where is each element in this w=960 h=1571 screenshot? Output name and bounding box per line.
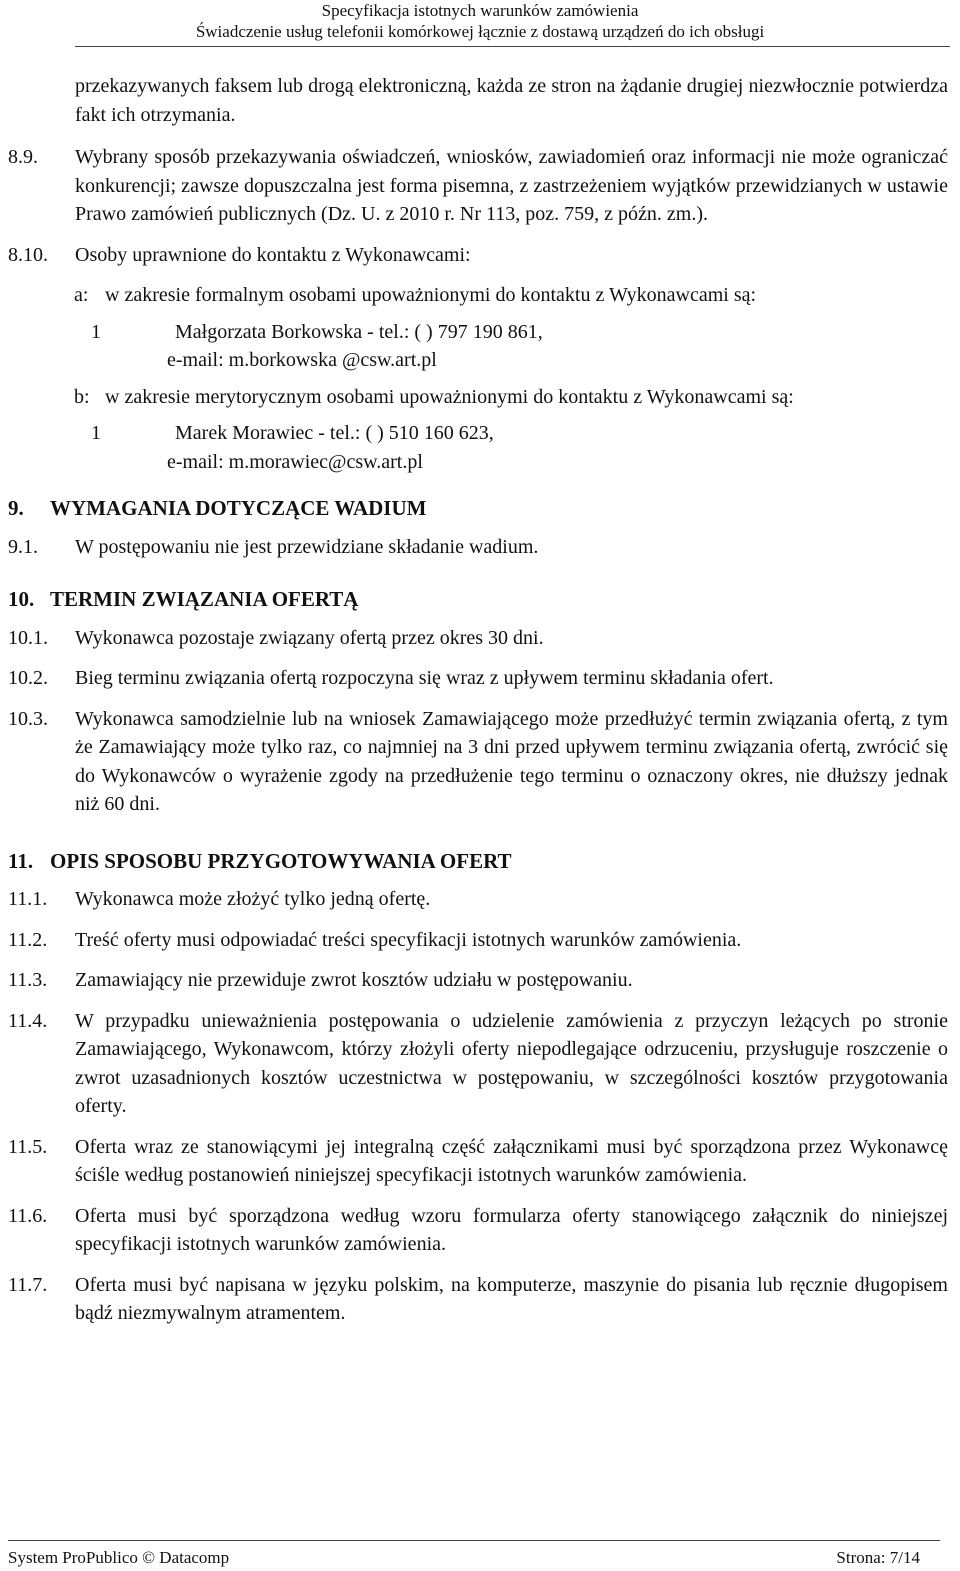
section-number: 11.1. [8,888,48,910]
section-8-10 [0,241,960,270]
page-header [0,0,960,42]
footer-divider [8,1540,940,1541]
section-number: 11.7. [8,1273,48,1296]
paragraph-text: Oferta musi być napisana w języku polskim, na komputerze, maszynie do pisania lub ręcznie długopisem bądź niezmywalnym atramentem. [75,1273,948,1324]
section-11-1 [0,885,960,914]
contact-person [0,419,960,476]
section-8-9 [0,143,960,229]
paragraph-text: Bieg terminu związania ofertą rozpoczyna się wraz z upływem terminu składania ofert. [75,667,774,689]
section-11-5 [0,1133,960,1190]
contact-group-a [0,281,960,310]
section-number: 10.3. [8,707,48,730]
person-email: e-mail: m.morawiec@csw.art.pl [167,450,423,473]
person-number: 1 [91,320,101,343]
section-10-1 [0,624,960,653]
section-number: 11.4. [8,1009,48,1032]
paragraph-text: przekazywanych faksem lub drogą elektroniczną, każda ze stron na żądanie drugiej niezwłocznie potwierdza fakt ich otrzymania. [75,75,948,126]
section-9-1 [0,533,960,562]
section-11-3 [0,966,960,995]
heading-section-11 [0,847,960,876]
person-number: 1 [91,422,101,444]
heading-number: 10. [8,587,35,611]
section-11-7 [0,1271,960,1328]
section-11-4 [0,1007,960,1121]
list-text: w zakresie formalnym osobami upoważnionymi do kontaktu z Wykonawcami są: [105,284,757,306]
paragraph-text: Oferta wraz ze stanowiącymi jej integralną część załącznikami musi być sporządzona przez Wykonawcę ściśle według postanowień niniejszej specyfikacji istotnych warunków zamówienia. [75,1135,948,1186]
person-phone: Małgorzata Borkowska - tel.: ( ) 797 190 861, [175,320,543,343]
paragraph-text: Oferta musi być sporządzona według wzoru formularza oferty stanowiącego załącznik do niniejszej specyfikacji istotnych warunków zamówienia. [75,1204,948,1255]
paragraph-text: Wykonawca pozostaje związany ofertą przez okres 30 dni. [75,626,544,649]
section-number: 9.1. [8,535,38,558]
paragraph-text: W przypadku unieważnienia postępowania o udzielenie zamówienia z przyczyn leżących po stronie Zamawiającego, Wykonawcom, którzy złożyli oferty niepodlegające odrzuceniu, przysługuje roszczenie o zwrot uzasadnionych kosztów uczestnictwa w postępowaniu, w szczególności kosztów przygotowania oferty. [75,1009,948,1117]
heading-title: WYMAGANIA DOTYCZĄCE WADIUM [50,496,427,520]
header-subtitle: Świadczenie usług telefonii komórkowej łącznie z dostawą urządzeń do ich obsługi [195,22,765,41]
header-divider [75,46,950,47]
section-number: 8.9. [8,146,38,168]
document-body [0,72,960,1340]
person-email: e-mail: m.borkowska @csw.art.pl [167,349,437,371]
heading-number: 9. [8,496,24,520]
continued-paragraph [0,72,960,129]
heading-section-9 [0,494,960,523]
section-11-2 [0,926,960,955]
contact-person [0,318,960,375]
contact-group-b [0,383,960,412]
list-label: a: [74,284,89,306]
section-11-6 [0,1202,960,1259]
heading-title: OPIS SPOSOBU PRZYGOTOWYWANIA OFERT [50,848,512,873]
section-10-3 [0,705,960,819]
section-number: 11.6. [8,1204,48,1227]
section-number: 10.2. [8,667,48,689]
paragraph-text: Osoby uprawnione do kontaktu z Wykonawcami: [75,243,471,266]
heading-number: 11. [8,848,34,873]
paragraph-text: Wykonawca samodzielnie lub na wniosek Zamawiającego może przedłużyć termin związania ofertą, z tym że Zamawiający może tylko raz, co najmniej na 3 dni przed upływem terminu związania ofertą, zwrócić się do Wykonawców o wyrażenie zgody na przedłużenie tego terminu o oznaczony okres, nie dłuższy jednak niż 60 dni. [75,707,948,815]
footer-system: System ProPublico © Datacomp [8,1548,230,1567]
paragraph-text: Wybrany sposób przekazywania oświadczeń, wniosków, zawiadomień oraz informacji nie może ograniczać konkurencji; zawsze dopuszczalna jest forma pisemna, z zastrzeżeniem wyjątków przewidzianych w ustawie Prawo zamówień publicznych (Dz. U. z 2010 r. Nr 113, poz. 759, z późn. zm.). [75,146,948,225]
header-title: Specyfikacja istotnych warunków zamówienia [321,1,639,20]
footer-page-number: Strona: 7/14 [836,1548,920,1567]
paragraph-text: Treść oferty musi odpowiadać treści specyfikacji istotnych warunków zamówienia. [75,928,742,951]
section-10-2 [0,664,960,693]
section-number: 11.5. [8,1135,48,1158]
paragraph-text: W postępowaniu nie jest przewidziane składanie wadium. [75,535,539,558]
section-number: 11.2. [8,928,48,951]
person-phone: Marek Morawiec - tel.: ( ) 510 160 623, [175,422,494,444]
list-label: b: [74,385,90,408]
paragraph-text: Zamawiający nie przewiduje zwrot kosztów udziału w postępowaniu. [75,969,633,991]
list-text: w zakresie merytorycznym osobami upoważnionymi do kontaktu z Wykonawcami są: [105,385,794,408]
section-number: 8.10. [8,243,48,266]
paragraph-text: Wykonawca może złożyć tylko jedną ofertę. [75,888,431,910]
heading-section-10 [0,585,960,614]
section-number: 11.3. [8,969,48,991]
heading-title: TERMIN ZWIĄZANIA OFERTĄ [50,587,359,611]
section-number: 10.1. [8,626,48,649]
